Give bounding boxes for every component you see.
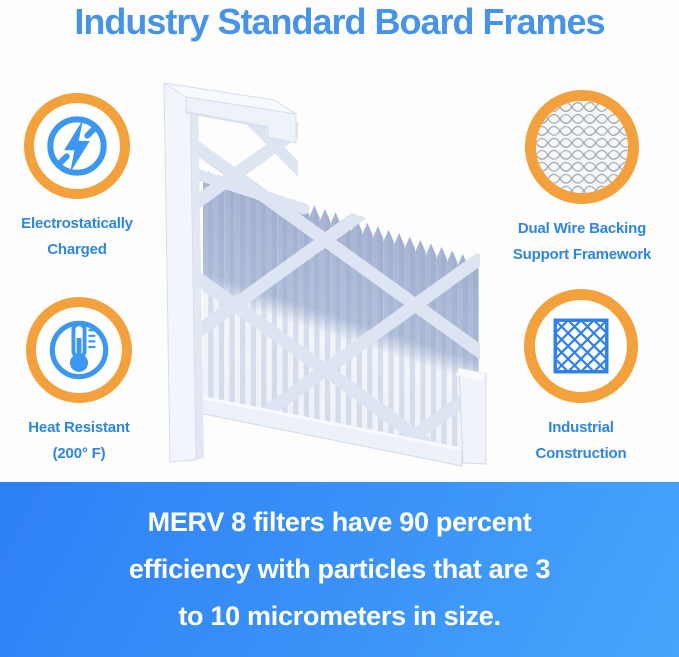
page-title: Industry Standard Board Frames — [74, 1, 605, 42]
diamond-lattice-square-icon — [524, 289, 638, 403]
feature-label — [2, 211, 152, 263]
feature-label-line: Support Framework — [512, 246, 652, 263]
feature-industrial-construction — [499, 289, 663, 467]
feature-heat-resistant — [4, 297, 154, 467]
feature-label — [499, 415, 663, 467]
feature-label-line: Industrial — [548, 419, 614, 436]
thermometer-icon — [26, 297, 132, 403]
feature-label-line: Electrostatically — [21, 215, 133, 232]
feature-label-line: Construction — [535, 445, 627, 462]
feature-label — [4, 415, 154, 467]
feature-electrostatically-charged — [2, 93, 152, 263]
feature-label-line: (200° F) — [52, 445, 106, 462]
banner-line: efficiency with particles that are 3 — [128, 554, 551, 584]
feature-dual-wire-backing — [500, 90, 664, 268]
merv-info-banner — [0, 482, 679, 657]
banner-line: to 10 micrometers in size. — [178, 601, 501, 631]
wire-mesh-icon — [525, 90, 639, 204]
feature-label-line: Heat Resistant — [28, 419, 130, 436]
feature-label — [500, 216, 664, 268]
feature-label-line: Charged — [47, 241, 107, 258]
feature-label-line: Dual Wire Backing — [517, 220, 647, 237]
banner-line: MERV 8 filters have 90 percent — [147, 507, 532, 537]
lightning-bolt-icon — [24, 93, 130, 199]
air-filter-illustration — [150, 70, 510, 480]
